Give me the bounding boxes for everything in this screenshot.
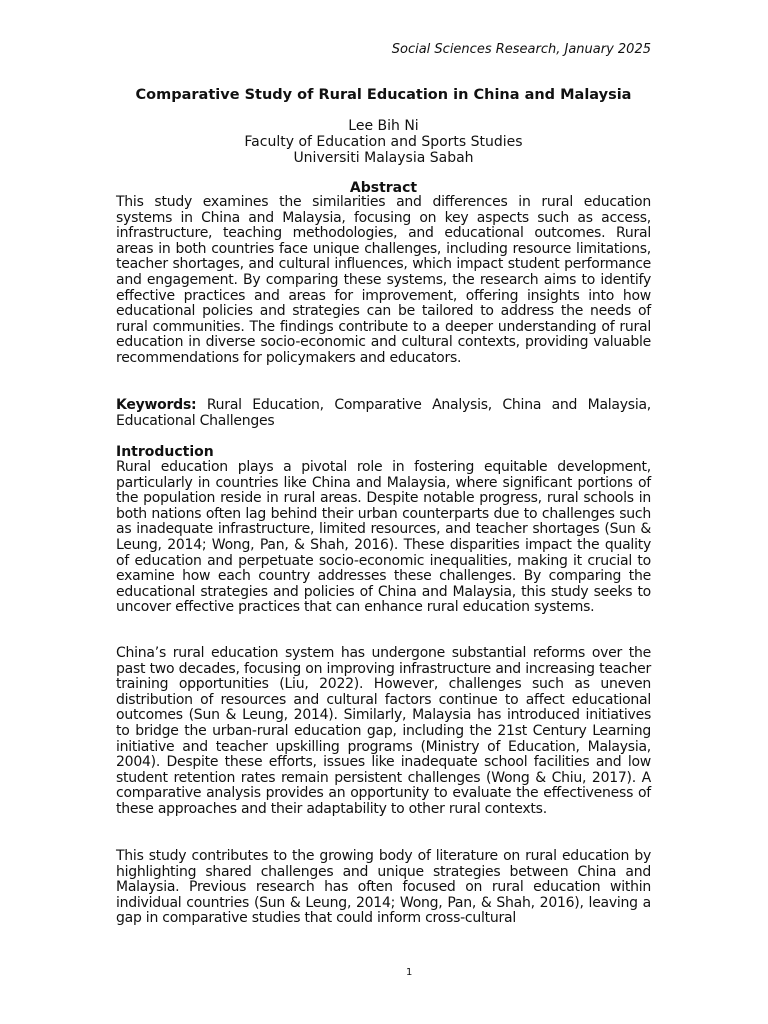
abstract-text: This study examines the similarities and differences in rural education systems in China and Malaysia, focusing on key aspects such as access, infrastructure, teaching methodologies, and educational outcomes. Rural areas in both countries face unique challenges, including resource limitations, teacher shortages, and cultural influences, which impact student performance and engagement. By comparing these systems, the research aims to identify effective practices and areas for improvement, offering insights into how educational policies and strategies can be tailored to address the needs of rural communities. The findings contribute to a deeper understanding of rural education in diverse socio-economic and cultural contexts, providing valuable recommendations for policymakers and educators. xyxy=(116,194,651,366)
keywords xyxy=(116,398,651,429)
author-name: Lee Bih Ni xyxy=(348,118,419,134)
introduction-paragraph-3: This study contributes to the growing body of literature on rural education by highlighting shared challenges and unique strategies between China and Malaysia. Previous research has often focused on rural education within individual countries (Sun & Leung, 2014; Wong, Pan, & Shah, 2016), leaving a gap in comparative studies that could inform cross-cultural xyxy=(116,848,651,927)
journal-header: Social Sciences Research, January 2025 xyxy=(391,42,651,57)
affiliation-faculty: Faculty of Education and Sports Studies xyxy=(244,134,523,150)
abstract-heading: Abstract xyxy=(349,180,418,196)
author-block xyxy=(116,118,651,166)
document-page xyxy=(116,0,651,1024)
introduction-paragraph-2: China’s rural education system has undergone substantial reforms over the past two decades, focusing on improving infrastructure and increasing teacher training opportunities (Liu, 2022). However, challenges such as uneven distribution of resources and cultural factors continue to affect educational outcomes (Sun & Leung, 2014). Similarly, Malaysia has introduced initiatives to bridge the urban-rural education gap, including the 21st Century Learning initiative and teacher upskilling programs (Ministry of Education, Malaysia, 2004). Despite these efforts, issues like inadequate school facilities and low student retention rates remain persistent challenges (Wong & Chiu, 2017). A comparative analysis provides an opportunity to evaluate the effectiveness of these approaches and their adaptability to other rural contexts. xyxy=(116,645,651,817)
affiliation-university: Universiti Malaysia Sabah xyxy=(293,150,474,166)
paper-title: Comparative Study of Rural Education in China and Malaysia xyxy=(135,87,632,103)
keywords-label: Keywords: xyxy=(116,397,197,413)
page-number: 1 xyxy=(406,967,413,978)
introduction-heading: Introduction xyxy=(116,444,214,460)
keywords-text: Rural Education, Comparative Analysis, China and Malaysia, Educational Challenges xyxy=(116,397,651,429)
introduction-paragraph-1: Rural education plays a pivotal role in fostering equitable development, particularly in countries like China and Malaysia, where significant portions of the population reside in rural areas. Despite notable progress, rural schools in both nations often lag behind their urban counterparts due to challenges such as inadequate infrastructure, limited resources, and teacher shortages (Sun & Leung, 2014; Wong, Pan, & Shah, 2016). These disparities impact the quality of education and perpetuate socio-economic inequalities, making it crucial to examine how each country addresses these challenges. By comparing the educational strategies and policies of China and Malaysia, this study seeks to uncover effective practices that can enhance rural education systems. xyxy=(116,459,651,616)
